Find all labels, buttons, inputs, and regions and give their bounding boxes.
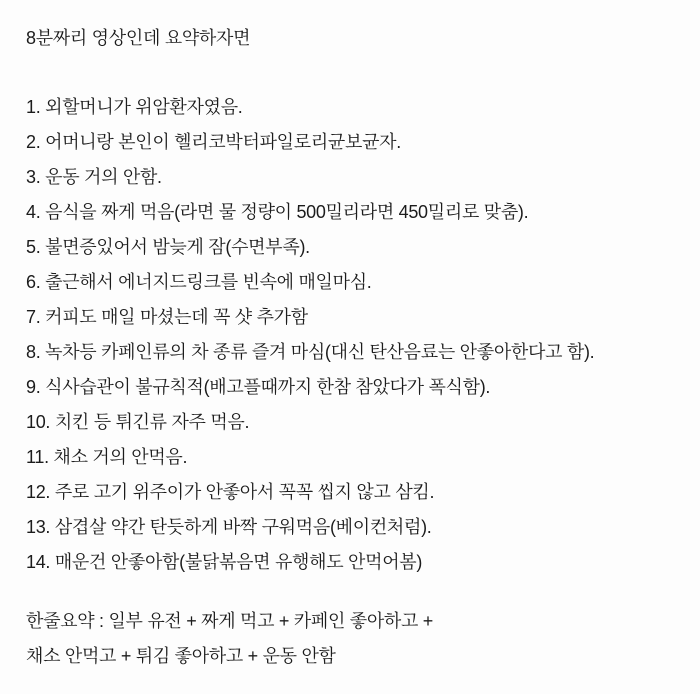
list-item: 13. 삼겹살 약간 탄듯하게 바짝 구워먹음(베이컨처럼). (26, 517, 432, 537)
list-item: 5. 불면증있어서 밤늦게 잠(수면부족). (26, 237, 310, 257)
one-line-summary (26, 604, 682, 674)
list-item: 6. 출근해서 에너지드링크를 빈속에 매일마심. (26, 272, 372, 292)
list-item: 2. 어머니랑 본인이 헬리코박터파일로리균보균자. (26, 132, 401, 152)
list-item: 10. 치킨 등 튀긴류 자주 먹음. (26, 412, 250, 432)
list-item: 1. 외할머니가 위암환자였음. (26, 97, 243, 117)
spacer-after-title (26, 56, 682, 90)
list-item: 12. 주로 고기 위주이가 안좋아서 꼭꼭 씹지 않고 삼킴. (26, 482, 435, 502)
summary-list (26, 90, 682, 580)
list-item: 8. 녹차등 카페인류의 차 종류 즐겨 마심(대신 탄산음료는 안좋아한다고 함). (26, 342, 595, 362)
summary-line: 채소 안먹고 + 튀김 좋아하고 + 운동 안함 (26, 646, 336, 666)
list-item: 9. 식사습관이 불규칙적(배고플때까지 한참 참았다가 폭식함). (26, 377, 491, 397)
list-item: 14. 매운건 안좋아함(불닭볶음면 유행해도 안먹어봄) (26, 552, 423, 572)
list-item: 11. 채소 거의 안먹음. (26, 447, 188, 467)
post-title: 8분짜리 영상인데 요약하자면 (26, 28, 251, 48)
list-item: 7. 커피도 매일 마셨는데 꼭 샷 추가함 (26, 307, 308, 327)
list-item: 4. 음식을 짜게 먹음(라면 물 정량이 500밀리라면 450밀리로 맞춤). (26, 202, 529, 222)
list-item: 3. 운동 거의 안함. (26, 167, 162, 187)
summary-line: 한줄요약 : 일부 유전 + 짜게 먹고 + 카페인 좋아하고 + (26, 611, 434, 631)
spacer-before-summary (26, 580, 682, 604)
